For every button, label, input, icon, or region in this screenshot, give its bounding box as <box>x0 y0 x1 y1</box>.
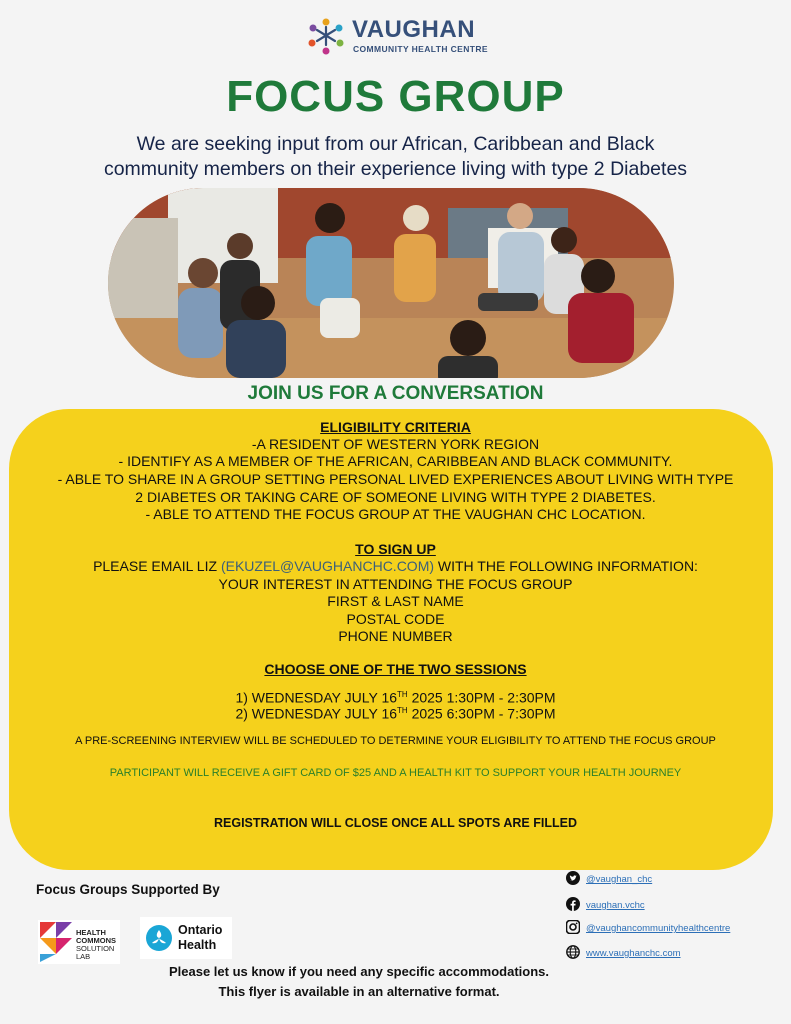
focus-group-photo <box>108 188 674 378</box>
twitter-icon <box>566 871 580 885</box>
signup-heading: TO SIGN UP <box>355 541 436 557</box>
session-1-date: 1) WEDNESDAY JULY 16 <box>235 689 398 706</box>
oh-line-2: Health <box>178 938 217 952</box>
page-title: FOCUS GROUP <box>226 72 565 121</box>
twitter-link[interactable] <box>566 871 652 885</box>
org-name: VAUGHAN <box>352 16 476 43</box>
ontario-trillium-icon <box>146 925 172 951</box>
org-subname: COMMUNITY HEALTH CENTRE <box>353 44 488 54</box>
accessibility-note <box>0 962 718 1002</box>
session-1-time: 2025 1:30PM - 2:30PM <box>407 689 556 706</box>
website-url: www.vaughanchc.com <box>586 948 681 959</box>
subtitle <box>0 132 791 182</box>
sessions-heading: CHOOSE ONE OF THE TWO SESSIONS <box>264 661 527 677</box>
subtitle-line-1: We are seeking input from our African, Caribbean and Black <box>136 133 655 155</box>
globe-icon <box>566 945 580 959</box>
registration-note: REGISTRATION WILL CLOSE ONCE ALL SPOTS ARE FILLED <box>214 816 577 830</box>
accessibility-note-line-1: Please let us know if you need any specific accommodations. <box>168 964 549 979</box>
instagram-handle: @vaughancommunityhealthcentre <box>586 923 731 934</box>
signup-item: PHONE NUMBER <box>338 628 453 644</box>
eligibility-item: -A RESIDENT OF WESTERN YORK REGION <box>251 436 540 452</box>
signup-item: FIRST & LAST NAME <box>327 593 464 609</box>
hc-line-2: COMMONS <box>76 936 116 945</box>
signup-item: YOUR INTEREST IN ATTENDING THE FOCUS GROUP <box>218 576 573 592</box>
accessibility-note-line-2: This flyer is available in an alternative format. <box>218 984 500 999</box>
facebook-icon <box>566 897 580 911</box>
signup-email-suffix: WITH THE FOLLOWING INFORMATION: <box>434 558 698 574</box>
signup-email-prefix: PLEASE EMAIL LIZ <box>93 558 221 574</box>
hc-line-3: SOLUTION <box>76 944 115 953</box>
vaughan-chc-logo <box>304 14 488 60</box>
instagram-icon <box>566 920 580 934</box>
signup-item: POSTAL CODE <box>346 611 445 627</box>
instagram-link[interactable] <box>566 920 730 934</box>
session-2-date: 2) WEDNESDAY JULY 16 <box>235 705 398 722</box>
health-commons-logo <box>38 920 120 964</box>
facebook-link[interactable] <box>566 897 645 911</box>
eligibility-item: 2 DIABETES OR TAKING CARE OF SOMEONE LIVING WITH TYPE 2 DIABETES. <box>135 489 656 505</box>
signup-email-link[interactable]: (EKUZEL@VAUGHANCHC.COM) <box>220 558 435 574</box>
eligibility-item: - ABLE TO ATTEND THE FOCUS GROUP AT THE VAUGHAN CHC LOCATION. <box>145 506 646 522</box>
session-1-suffix: TH <box>397 690 408 699</box>
website-link[interactable] <box>566 945 681 959</box>
hc-line-4: LAB <box>76 952 91 961</box>
eligibility-item: - ABLE TO SHARE IN A GROUP SETTING PERSONAL LIVED EXPERIENCES ABOUT LIVING WITH TYPE <box>57 471 734 487</box>
hc-line-1: HEALTH <box>76 928 106 937</box>
session-2-time: 2025 6:30PM - 7:30PM <box>407 705 556 722</box>
session-2 <box>0 702 791 723</box>
twitter-handle: @vaughan_chc <box>586 874 653 885</box>
oh-line-1: Ontario <box>178 923 223 937</box>
join-heading: JOIN US FOR A CONVERSATION <box>247 383 544 404</box>
eligibility-item: - IDENTIFY AS A MEMBER OF THE AFRICAN, CARIBBEAN AND BLACK COMMUNITY. <box>118 453 673 469</box>
supported-by-label: Focus Groups Supported By <box>36 882 220 897</box>
health-commons-mark-icon <box>40 922 74 962</box>
facebook-handle: vaughan.vchc <box>586 900 645 911</box>
prescreen-note: A PRE-SCREENING INTERVIEW WILL BE SCHEDULED TO DETERMINE YOUR ELIGIBILITY TO ATTEND THE FOCUS GROUP <box>75 735 716 747</box>
gift-note: PARTICIPANT WILL RECEIVE A GIFT CARD OF $25 AND A HEALTH KIT TO SUPPORT YOUR HEALTH JOURNEY <box>109 767 682 779</box>
signup-email-line <box>0 558 791 576</box>
subtitle-line-2: community members on their experience living with type 2 Diabetes <box>103 158 688 180</box>
ontario-health-logo <box>140 917 232 959</box>
session-2-suffix: TH <box>397 706 408 715</box>
eligibility-heading: ELIGIBILITY CRITERIA <box>320 419 471 435</box>
vaughan-people-icon <box>306 16 346 56</box>
